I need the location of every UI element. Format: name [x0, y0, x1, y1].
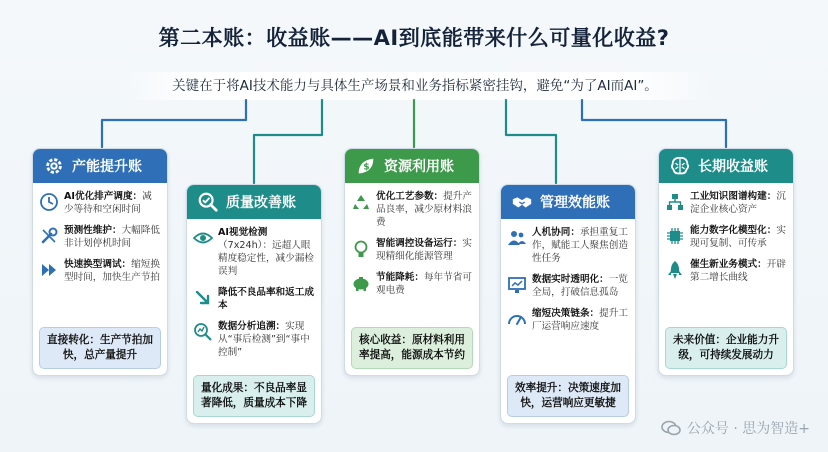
monitor-chart-icon [507, 275, 527, 295]
card-footer: 量化成果：不良品率显著降低，质量成本下降 [193, 375, 315, 417]
brain-icon [669, 155, 691, 177]
recycle-icon [351, 192, 371, 212]
card-header [501, 185, 635, 219]
card-footer: 未来价值：企业能力升级，可持续发展动力 [665, 327, 787, 369]
card-title: 资源利用账 [384, 159, 454, 175]
wechat-icon [661, 418, 681, 438]
item-bold: AI视觉检测 [218, 227, 268, 238]
item-bold: 人机协同： [532, 227, 580, 238]
item-bold: 工业知识图谱构建： [690, 191, 777, 202]
list-item [507, 226, 629, 265]
piggy-bank-icon [351, 273, 371, 293]
list-item [665, 224, 787, 250]
leaf-dollar-icon [355, 155, 377, 177]
list-item [39, 190, 161, 216]
card-title: 长期收益账 [698, 159, 768, 175]
list-item [39, 224, 161, 250]
item-text: 一览全局，打破信息孤岛 [532, 274, 628, 298]
card-footer: 效率提升：决策速度加快，运营响应更敏捷 [507, 375, 629, 417]
item-bold: 数据实时透明化： [532, 274, 609, 285]
item-bold: 缩短决策链条： [532, 308, 600, 319]
page-title: 第二本账：收益账——AI到底能带来什么可量化收益? [158, 26, 670, 50]
clock-icon [39, 192, 59, 212]
bulb-icon [351, 239, 371, 259]
list-item [665, 258, 787, 284]
list-item [351, 237, 473, 263]
list-item [351, 190, 473, 229]
card-footer: 直接转化：生产节拍加快，总产量提升 [39, 327, 161, 369]
svg-text:$: $ [363, 161, 370, 173]
item-text: 提升工厂运营响应速度 [532, 308, 628, 332]
list-item [507, 273, 629, 299]
card-title: 产能提升账 [72, 159, 142, 175]
card-header [187, 185, 321, 219]
connector-5 [582, 100, 726, 147]
network-icon [665, 192, 685, 212]
list-item [351, 271, 473, 297]
card-title: 管理效能账 [540, 195, 610, 211]
item-text: （7x24h）：远超人眼精度稳定性，减少漏检误判 [218, 240, 314, 277]
connector-1 [102, 100, 246, 147]
page-subtitle: 关键在于将AI技术能力与具体生产场景和业务指标紧密挂钩，避免“为了AI而AI”。 [115, 72, 715, 100]
list-item [193, 320, 315, 359]
item-bold: AI优化排产调度： [64, 191, 143, 202]
item-bold: 智能调控设备运行： [376, 238, 463, 249]
fast-forward-icon [39, 260, 59, 280]
item-text: 实现精细化能源管理 [376, 238, 472, 262]
item-text: 提升产品良率，减少原材料浪费 [376, 191, 472, 228]
item-bold: 优化工艺参数： [376, 191, 444, 202]
item-text: 减少等待和空闲时间 [64, 191, 152, 215]
item-bold: 快速换型调试： [64, 259, 132, 270]
list-item [193, 226, 315, 278]
item-text: 实现从“事后检测”到“事中控制” [218, 321, 310, 358]
people-icon [507, 228, 527, 248]
gear-icon [43, 155, 65, 177]
card-management [500, 184, 636, 424]
list-item [507, 307, 629, 333]
wrench-icon [39, 226, 59, 246]
card-quality [186, 184, 322, 424]
card-title: 质量改善账 [226, 195, 296, 211]
item-bold: 数据分析追溯： [218, 321, 286, 332]
watermark-text: 公众号 · 思为智造+ [686, 421, 810, 437]
item-bold: 预测性维护： [64, 225, 122, 236]
connector-2 [254, 100, 322, 183]
eye-icon [193, 228, 213, 248]
item-text: 实现可复制、可传承 [690, 225, 786, 249]
watermark [661, 418, 810, 438]
card-capacity [32, 148, 168, 376]
item-bold: 节能降耗： [376, 272, 424, 283]
card-footer: 核心收益：原材料利用率提高，能源成本节约 [351, 327, 473, 369]
item-text: 承担重复工作，赋能工人聚焦创造性任务 [532, 227, 628, 264]
down-arrow-icon [193, 288, 213, 308]
connector-4 [506, 100, 556, 183]
card-header [345, 149, 479, 183]
list-item [665, 190, 787, 216]
rocket-icon [665, 260, 685, 280]
list-item [39, 258, 161, 284]
magnifier-check-icon [197, 191, 219, 213]
item-bold: 能力数字化模型化： [690, 225, 777, 236]
handshake-icon [511, 191, 533, 213]
item-bold: 催生新业务模式： [690, 259, 767, 270]
item-text: 每年节省可观电费 [376, 272, 472, 296]
gauge-icon [507, 309, 527, 329]
card-header [659, 149, 793, 183]
item-text: 大幅降低非计划停机时间 [64, 225, 160, 249]
analysis-icon [193, 322, 213, 342]
item-text: 缩短换型时间，加快生产节拍 [64, 259, 160, 283]
card-long-term [658, 148, 794, 376]
list-item [193, 286, 315, 312]
card-header [33, 149, 167, 183]
card-resource [344, 148, 480, 376]
chip-icon [665, 226, 685, 246]
item-text: 沉淀企业核心资产 [690, 191, 786, 215]
item-text: 开辟第二增长曲线 [690, 259, 786, 283]
item-bold: 降低不良品率和返工成本 [218, 287, 314, 311]
